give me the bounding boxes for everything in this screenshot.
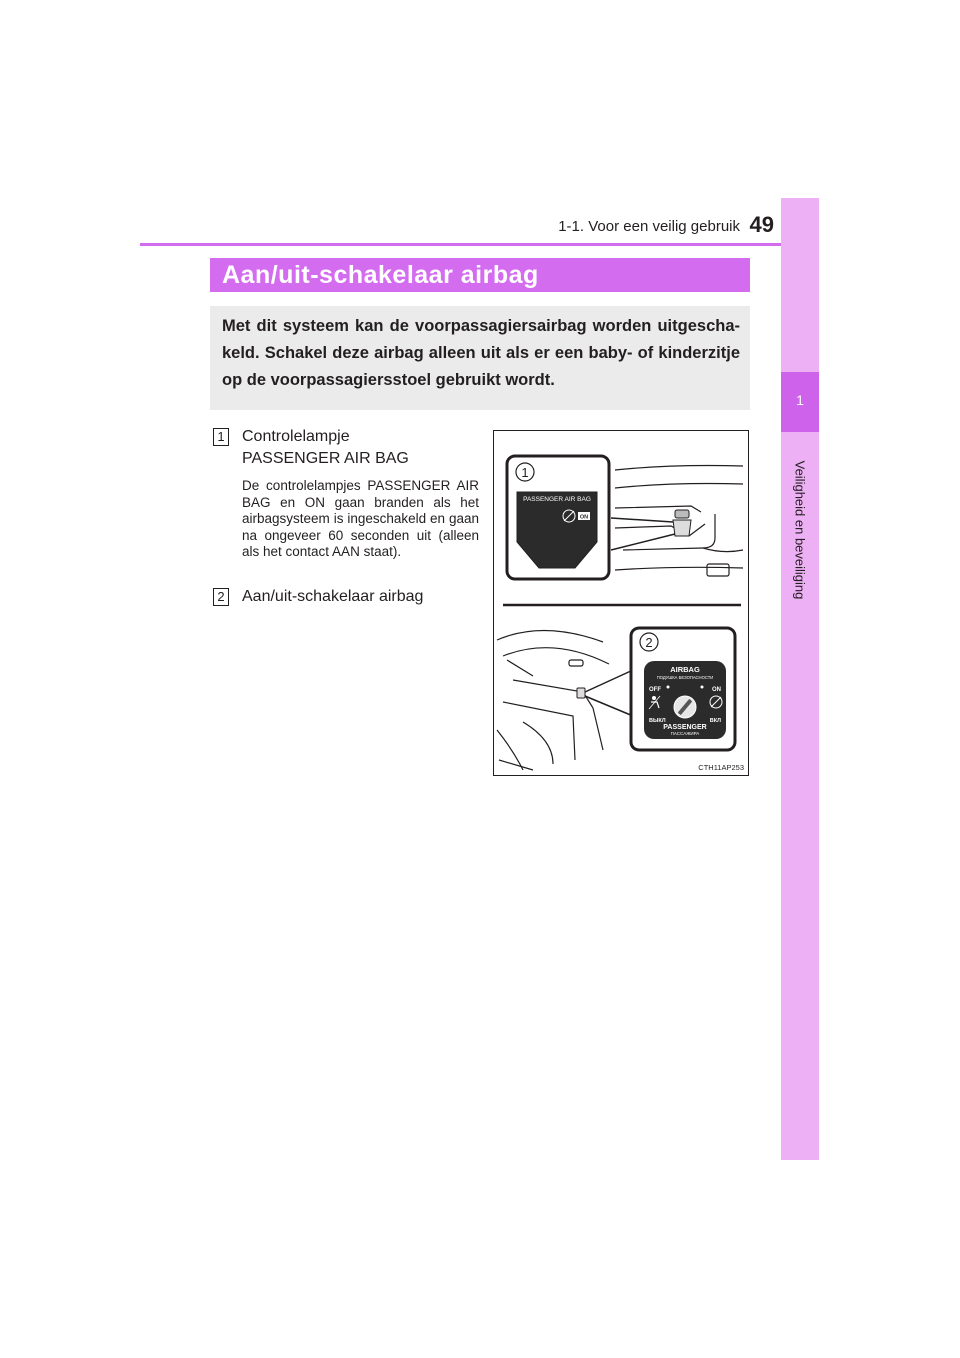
switch-off-label: OFF <box>649 687 661 693</box>
switch-airbag-ru-label: ПОДУШКА БЕЗОПАСНОСТИ <box>656 675 714 680</box>
indicator-label: PASSENGER AIR BAG <box>523 496 591 503</box>
chapter-tab <box>781 198 819 1160</box>
switch-passenger-ru-label: ПАССАЖИРА <box>670 731 700 736</box>
item-1-title: Controlelampje <box>242 428 350 445</box>
key-slot-icon <box>674 696 696 718</box>
switch-on-ru-label: ВКЛ <box>709 718 721 724</box>
chapter-title-text: Veiligheid en beveiliging <box>792 460 808 600</box>
item-1-subtitle: PASSENGER AIR BAG <box>242 450 409 467</box>
chapter-number: 1 <box>796 392 804 408</box>
header-divider <box>140 243 818 246</box>
switch-passenger-label: PASSENGER <box>663 724 707 731</box>
indicator-lamp-housing <box>673 510 691 536</box>
switch-airbag-label: AIRBAG <box>670 665 700 674</box>
intro-text: Met dit systeem kan de voorpassagiersairbag worden uitgescha-keld. Schakel deze airbag alleen uit als er een baby- of kinderzitje op de voorpassagiersstoel gebruikt wordt. <box>222 317 740 389</box>
item-number-2: 2 <box>213 588 229 606</box>
page-number: 49 <box>749 212 774 237</box>
item-2-title: Aan/uit-schakelaar airbag <box>242 588 424 605</box>
switch-location <box>577 688 585 698</box>
callout-2-number: 2 <box>645 635 653 650</box>
switch-off-ru-label: ВЫКЛ <box>649 718 666 724</box>
callout-1-number: 1 <box>521 465 529 480</box>
indicator-on-text: ON <box>579 514 589 521</box>
item-1-description: De controlelampjes PASSENGER AIR BAG en ON gaan branden als het airbagsysteem is ingeschakeld en gaan na ongeveer 60 seconden uit (alleen als het contact AAN staat). <box>242 478 479 559</box>
figure-code: CTH11AP253 <box>698 763 744 772</box>
switch-on-label: ON <box>712 687 721 693</box>
page-title: Aan/uit-schakelaar airbag <box>222 261 539 289</box>
section-heading: 1-1. Voor een veilig gebruik <box>558 218 740 235</box>
airbag-illustration <box>493 430 749 776</box>
item-number-1: 1 <box>213 428 229 446</box>
